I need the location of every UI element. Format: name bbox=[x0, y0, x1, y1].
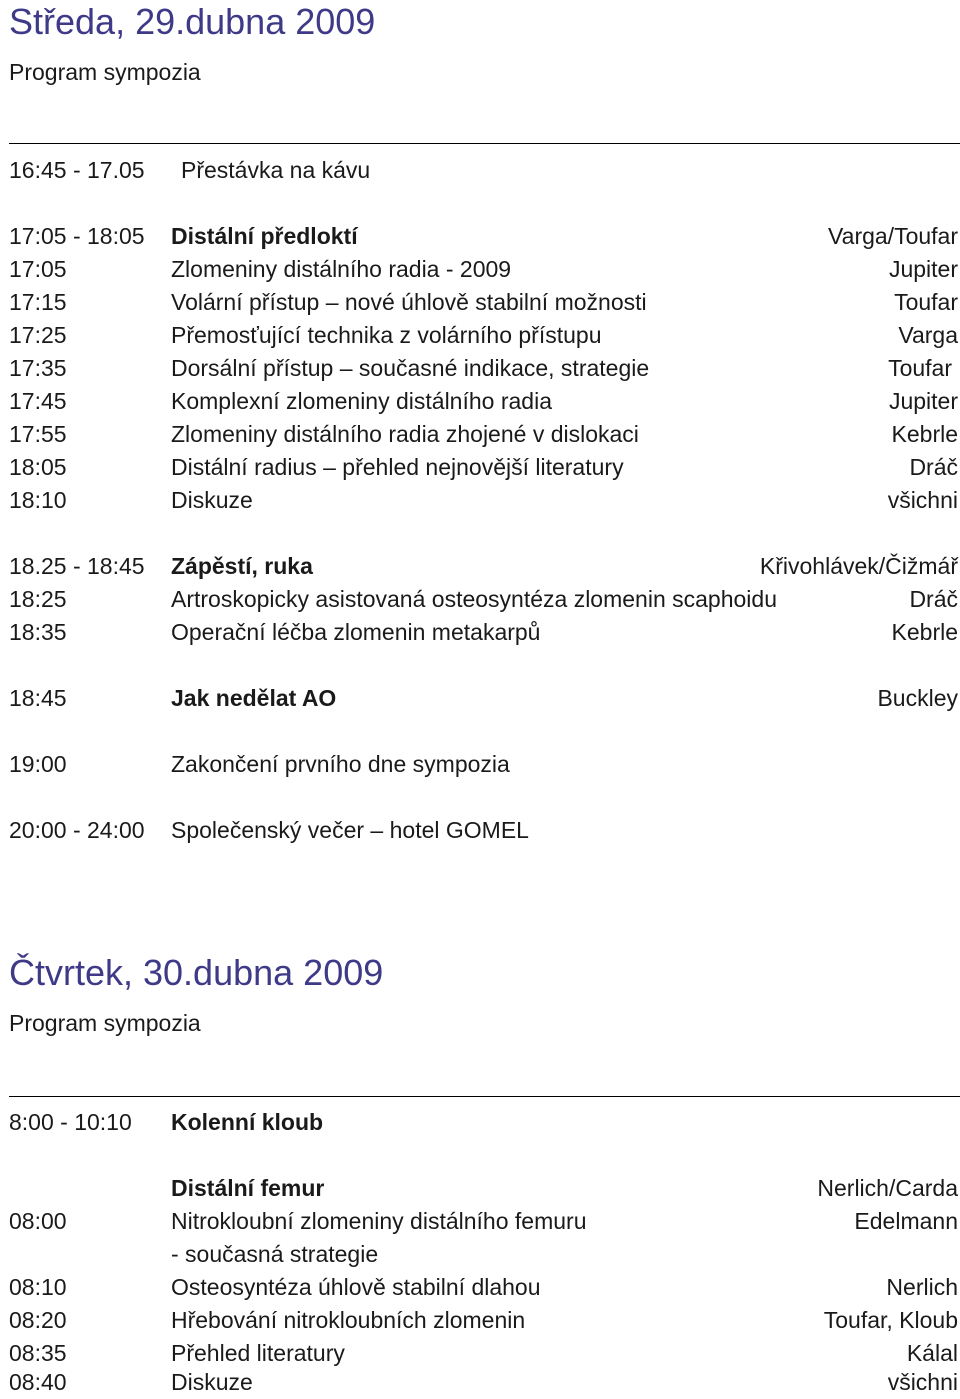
row-speaker: Varga bbox=[898, 322, 958, 348]
schedule-row-continuation bbox=[9, 1238, 958, 1271]
row-time: 16:45 - 17.05 bbox=[9, 157, 145, 183]
schedule-row bbox=[9, 1205, 958, 1238]
row-speaker: Křivohlávek/Čižmář bbox=[759, 553, 958, 579]
row-time: 20:00 - 24:00 bbox=[9, 817, 145, 843]
row-time: 18:35 bbox=[9, 619, 67, 645]
row-time: 17:15 bbox=[9, 289, 67, 315]
row-time: 8:00 - 10:10 bbox=[9, 1109, 132, 1135]
row-topic: Společenský večer – hotel GOMEL bbox=[171, 817, 529, 843]
day1-title: Středa, 29.dubna 2009 bbox=[9, 1, 376, 42]
schedule-row bbox=[9, 319, 958, 352]
day2-subtitle: Program sympozia bbox=[9, 1010, 201, 1036]
row-topic: Dorsální přístup – současné indikace, strategie bbox=[171, 355, 650, 381]
row-time: 17:05 bbox=[9, 256, 67, 282]
row-speaker: Nerlich bbox=[886, 1274, 958, 1300]
subsection-title: Distální femur bbox=[171, 1175, 325, 1201]
schedule-row bbox=[9, 1366, 958, 1399]
row-topic: Zlomeniny distálního radia zhojené v dislokaci bbox=[171, 421, 639, 447]
day1-subtitle: Program sympozia bbox=[9, 59, 201, 85]
row-speaker: Kebrle bbox=[891, 421, 958, 447]
schedule-row bbox=[9, 682, 958, 715]
row-topic: Hřebování nitrokloubních zlomenin bbox=[171, 1307, 526, 1333]
schedule-row bbox=[9, 385, 958, 418]
row-time: 17:05 - 18:05 bbox=[9, 223, 145, 249]
schedule-row bbox=[9, 484, 958, 517]
row-time: 18:10 bbox=[9, 487, 67, 513]
row-time: 18:05 bbox=[9, 454, 67, 480]
row-topic: Přemosťující technika z volárního přístupu bbox=[171, 322, 602, 348]
schedule-row bbox=[9, 253, 958, 286]
row-topic: Osteosyntéza úhlově stabilní dlahou bbox=[171, 1274, 541, 1300]
row-time: 17:35 bbox=[9, 355, 67, 381]
schedule-row bbox=[9, 451, 958, 484]
row-topic: Diskuze bbox=[171, 487, 253, 513]
row-time: 17:25 bbox=[9, 322, 67, 348]
row-speaker: Jupiter bbox=[888, 256, 958, 282]
row-time: 17:45 bbox=[9, 388, 67, 414]
row-time: 17:55 bbox=[9, 421, 67, 447]
row-speaker: Toufar, Kloub bbox=[823, 1307, 958, 1333]
section-row bbox=[9, 550, 958, 583]
row-topic: Přehled literatury bbox=[171, 1340, 345, 1366]
row-time: 08:20 bbox=[9, 1307, 67, 1333]
row-speaker: Kálal bbox=[906, 1340, 958, 1366]
row-time: 19:00 bbox=[9, 751, 67, 777]
row-speaker: všichni bbox=[887, 487, 958, 513]
section-row bbox=[9, 1106, 958, 1139]
schedule-row bbox=[9, 748, 958, 781]
row-topic: - současná strategie bbox=[171, 1241, 379, 1267]
schedule-row bbox=[9, 814, 958, 847]
row-topic: Zakončení prvního dne sympozia bbox=[171, 751, 510, 777]
row-time: 08:10 bbox=[9, 1274, 67, 1300]
schedule-row bbox=[9, 1271, 958, 1304]
row-topic: Zlomeniny distálního radia - 2009 bbox=[171, 256, 512, 282]
day1-divider bbox=[9, 143, 960, 144]
row-topic: Artroskopicky asistovaná osteosyntéza zlomenin scaphoidu bbox=[171, 586, 777, 612]
row-speaker: Jupiter bbox=[888, 388, 958, 414]
row-time: 08:35 bbox=[9, 1340, 67, 1366]
row-topic: Komplexní zlomeniny distálního radia bbox=[171, 388, 552, 414]
schedule-row bbox=[9, 154, 958, 187]
row-topic: Přestávka na kávu bbox=[181, 157, 371, 183]
row-time: 18:25 bbox=[9, 586, 67, 612]
schedule-row bbox=[9, 286, 958, 319]
schedule-row bbox=[9, 1304, 958, 1337]
row-speaker: Varga/Toufar bbox=[828, 223, 958, 249]
day2-divider bbox=[9, 1096, 960, 1097]
subsection-row bbox=[9, 1172, 958, 1205]
row-speaker: Buckley bbox=[877, 685, 958, 711]
row-speaker: Dráč bbox=[909, 454, 958, 480]
day2-title: Čtvrtek, 30.dubna 2009 bbox=[9, 952, 384, 993]
row-speaker: Nerlich/Carda bbox=[817, 1175, 958, 1201]
schedule-row bbox=[9, 583, 958, 616]
row-topic: Operační léčba zlomenin metakarpů bbox=[171, 619, 541, 645]
row-topic: Volární přístup – nové úhlově stabilní možnosti bbox=[171, 289, 647, 315]
row-speaker: všichni bbox=[887, 1369, 958, 1395]
section-title: Zápěstí, ruka bbox=[171, 553, 313, 579]
row-topic: Nitrokloubní zlomeniny distálního femuru bbox=[171, 1208, 587, 1234]
row-time: 18:45 bbox=[9, 685, 67, 711]
row-topic: Jak nedělat AO bbox=[171, 685, 337, 711]
section-title: Kolenní kloub bbox=[171, 1109, 324, 1135]
row-time: 18.25 - 18:45 bbox=[9, 553, 145, 579]
row-speaker: Toufar bbox=[888, 355, 952, 381]
row-speaker: Dráč bbox=[909, 586, 958, 612]
row-speaker: Kebrle bbox=[891, 619, 958, 645]
row-topic: Diskuze bbox=[171, 1369, 253, 1395]
row-time: 08:00 bbox=[9, 1208, 67, 1234]
row-speaker: Toufar bbox=[894, 289, 958, 315]
section-title: Distální předloktí bbox=[171, 223, 358, 249]
schedule-row bbox=[9, 352, 958, 385]
row-speaker: Edelmann bbox=[854, 1208, 958, 1234]
schedule-row bbox=[9, 418, 958, 451]
schedule-row bbox=[9, 616, 958, 649]
row-time: 08:40 bbox=[9, 1369, 67, 1395]
section-row bbox=[9, 220, 958, 253]
row-topic: Distální radius – přehled nejnovější literatury bbox=[171, 454, 624, 480]
